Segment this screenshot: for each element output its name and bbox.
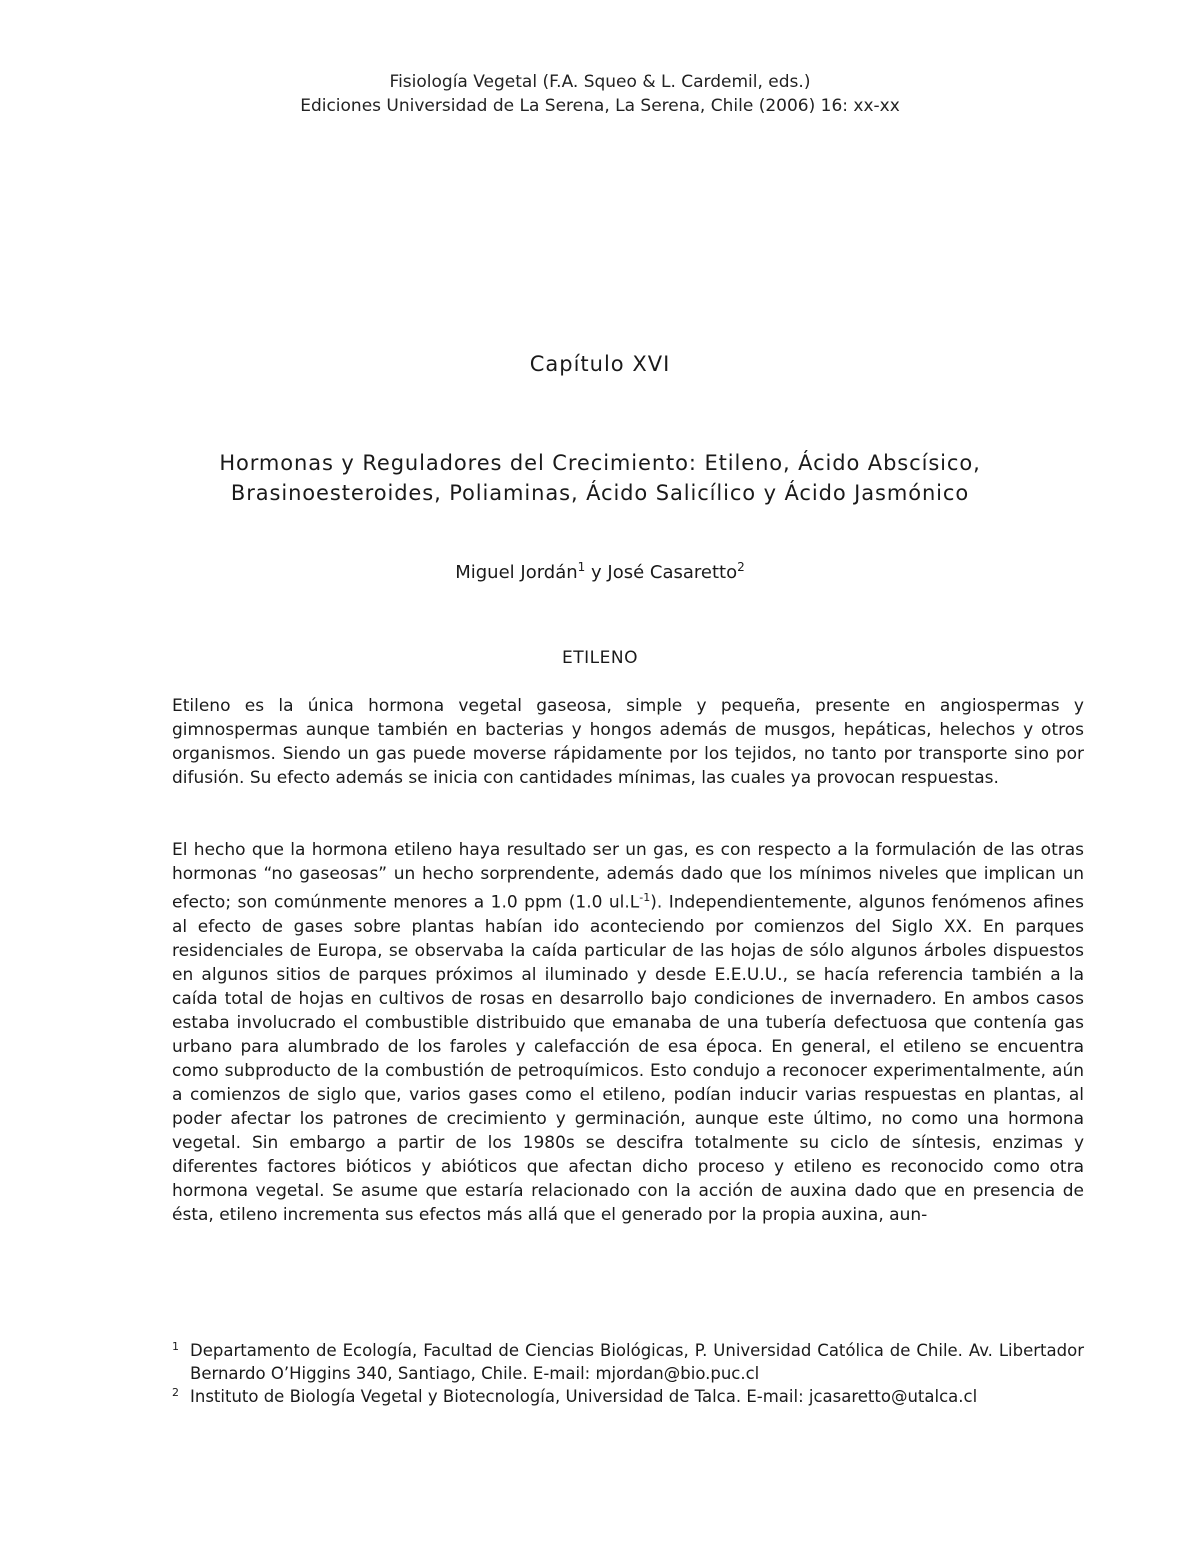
footnote-text: Instituto de Biología Vegetal y Biotecnología, Universidad de Talca. E-mail: jcasaretto@utalca.cl (190, 1387, 978, 1406)
author-connector: y (585, 562, 608, 583)
chapter-number: Capítulo XVI (529, 352, 671, 376)
paragraph-text: Etileno es la única hormona vegetal gaseosa, simple y pequeña, presente en angiospermas y gimnospermas aunque también en bacterias y hongos además de musgos, hepáticas, helechos y otros organismos. Siendo un gas puede moverse rápidamente por los tejidos, no tanto por transporte sino por difusión. Su efecto además se inicia con cantidades mínimas, las cuales ya provocan respuestas. (172, 696, 1084, 788)
footnote (172, 1339, 1084, 1385)
paragraph-text (172, 838, 1084, 1227)
body-paragraph (172, 694, 1084, 790)
unit-exponent: -1 (639, 891, 651, 904)
paragraph-text-part: ). Independientemente, algunos fenómenos afines al efecto de gases sobre plantas habían ido aconteciendo por comienzos del Siglo XX. En parques residenciales de Europa, se observaba la caída particular de las hojas de sólo algunos árboles dispuestos en algunos sitios de parques próximos al iluminado y desde E.E.U.U., se hacía referencia también a la caída total de hojas en cultivos de rosas en desarrollo bajo condiciones de invernadero. En ambos casos estaba involucrado el combustible distribuido que emanaba de una tubería defectuosa que contenía gas urbano para alumbrado de los faroles y calefacción de esa época. En general, el etileno se encuentra como subproducto de la combustión de petroquímicos. Esto condujo a reconocer experimentalmente, aún a comienzos de siglo que, varios gases como el etileno, podían inducir varias respuestas en plantas, al poder afectar los patrones de crecimiento y germinación, aunque este último, no como una hormona vegetal. Sin embargo a partir de los 1980s se descifra totalmente su ciclo de síntesis, enzimas y diferentes factores bióticos y abióticos que afectan dicho proceso y etileno es reconocido como otra hormona vegetal. Se asume que estaría relacionado con la acción de auxina dado que en presencia de ésta, etileno incrementa sus efectos más allá que el generado por la propia auxina, aun- (172, 892, 1084, 1225)
footnote-mark: 1 (172, 1340, 179, 1353)
header-book-line: Fisiología Vegetal (F.A. Squeo & L. Cardemil, eds.) (389, 72, 811, 92)
author-name: José Casaretto (607, 562, 738, 583)
footnotes (172, 1339, 1084, 1408)
chapter-title-line-2: Brasinoesteroides, Poliaminas, Ácido Salicílico y Ácido Jasmónico (230, 481, 970, 505)
footnote (172, 1385, 1084, 1408)
running-header (0, 70, 1200, 118)
affiliation-mark: 1 (577, 560, 586, 574)
chapter-title (0, 448, 1200, 508)
author-name: Miguel Jordán (455, 562, 578, 583)
section-heading: ETILENO (562, 648, 638, 668)
paragraph-text-part: El hecho que la hormona etileno haya resultado ser un gas, es con respecto a la formulación de las otras hormonas “no gaseosas” un hecho sorprendente, además dado que los mínimos niveles que implican un efecto; son comúnmente menores a 1.0 ppm (1.0 ul.L (172, 840, 1084, 913)
footnote-text: Departamento de Ecología, Facultad de Ciencias Biológicas, P. Universidad Católica de Chile. Av. Libertador Bernardo O’Higgins 340, Santiago, Chile. E-mail: mjordan@bio.puc.cl (190, 1341, 1084, 1383)
affiliation-mark: 2 (737, 560, 745, 574)
author-line (0, 560, 1200, 583)
chapter-title-line-1: Hormonas y Reguladores del Crecimiento: Etileno, Ácido Abscísico, (219, 451, 981, 475)
header-publisher-line: Ediciones Universidad de La Serena, La Serena, Chile (2006) 16: xx-xx (300, 96, 900, 116)
body-paragraph (172, 838, 1084, 1227)
footnote-mark: 2 (172, 1386, 179, 1399)
